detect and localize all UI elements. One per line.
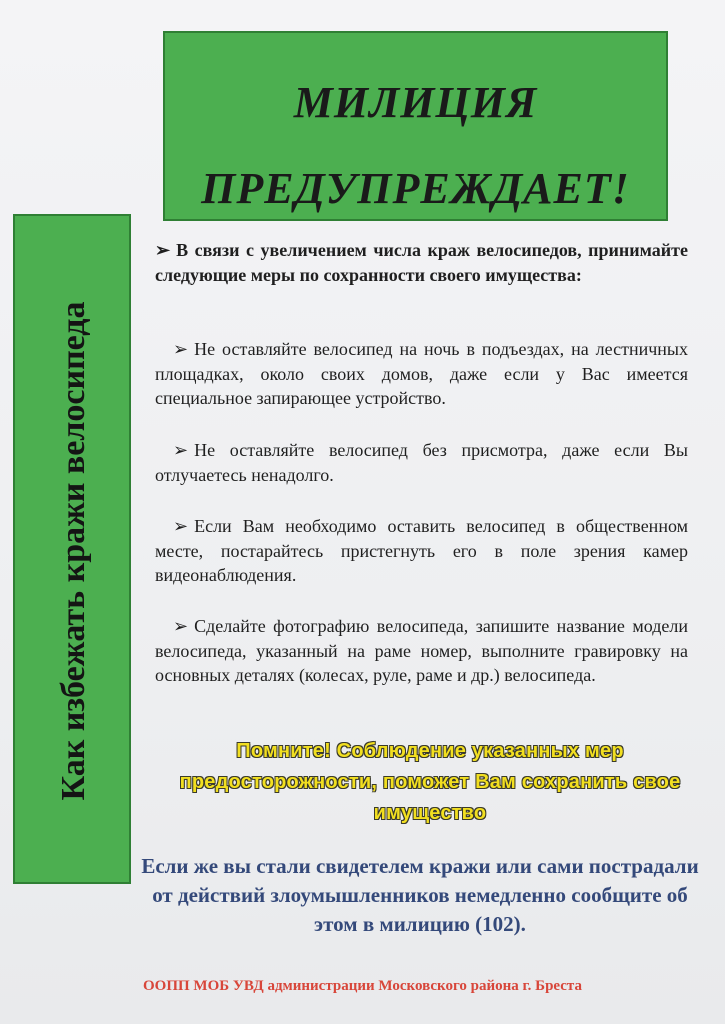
remember-notice: Помните! Соблюдение указанных мер предосторожности, поможет Вам сохранить свое имущество	[179, 740, 681, 824]
tip-item	[155, 514, 688, 588]
header-title-line1: МИЛИЦИЯ	[293, 78, 538, 127]
arrow-bullet-icon: ➢	[155, 240, 171, 260]
tip-item	[155, 337, 688, 411]
arrow-bullet-icon: ➢	[173, 616, 189, 636]
intro-paragraph	[155, 238, 688, 287]
side-banner-title: Как избежать кражи велосипеда	[55, 301, 92, 801]
side-banner	[13, 214, 131, 884]
header-banner	[163, 31, 668, 221]
footer-credit: ООПП МОБ УВД администрации Московского района г. Бреста	[143, 978, 582, 994]
tip-text: Если Вам необходимо оставить велосипед в общественном месте, постарайтесь пристегнуть его в поле зрения камер видеонаблюдения.	[155, 516, 688, 585]
header-title-line2: ПРЕДУПРЕЖДАЕТ!	[201, 164, 630, 213]
arrow-bullet-icon: ➢	[173, 516, 189, 536]
tip-item	[155, 438, 688, 487]
tip-text: Сделайте фотографию велосипеда, запишите название модели велосипеда, указанный на раме номер, выполните гравировку на основных деталях (колесах, руле, раме и др.) велосипеда.	[155, 616, 688, 685]
tip-text: Не оставляйте велосипед без присмотра, даже если Вы отлучаетесь ненадолго.	[155, 440, 688, 485]
intro-text: В связи с увеличением числа краж велосипедов, принимайте следующие меры по сохранности своего имущества:	[155, 240, 688, 285]
arrow-bullet-icon: ➢	[173, 339, 189, 359]
tip-item	[155, 614, 688, 688]
witness-notice: Если же вы стали свидетелем кражи или сами пострадали от действий злоумышленников немедленно сообщите об этом в милицию (102).	[141, 854, 699, 936]
arrow-bullet-icon: ➢	[173, 440, 189, 460]
tip-text: Не оставляйте велосипед на ночь в подъездах, на лестничных площадках, около своих домов, даже если у Вас имеется специальное запирающее устройство.	[155, 339, 688, 408]
